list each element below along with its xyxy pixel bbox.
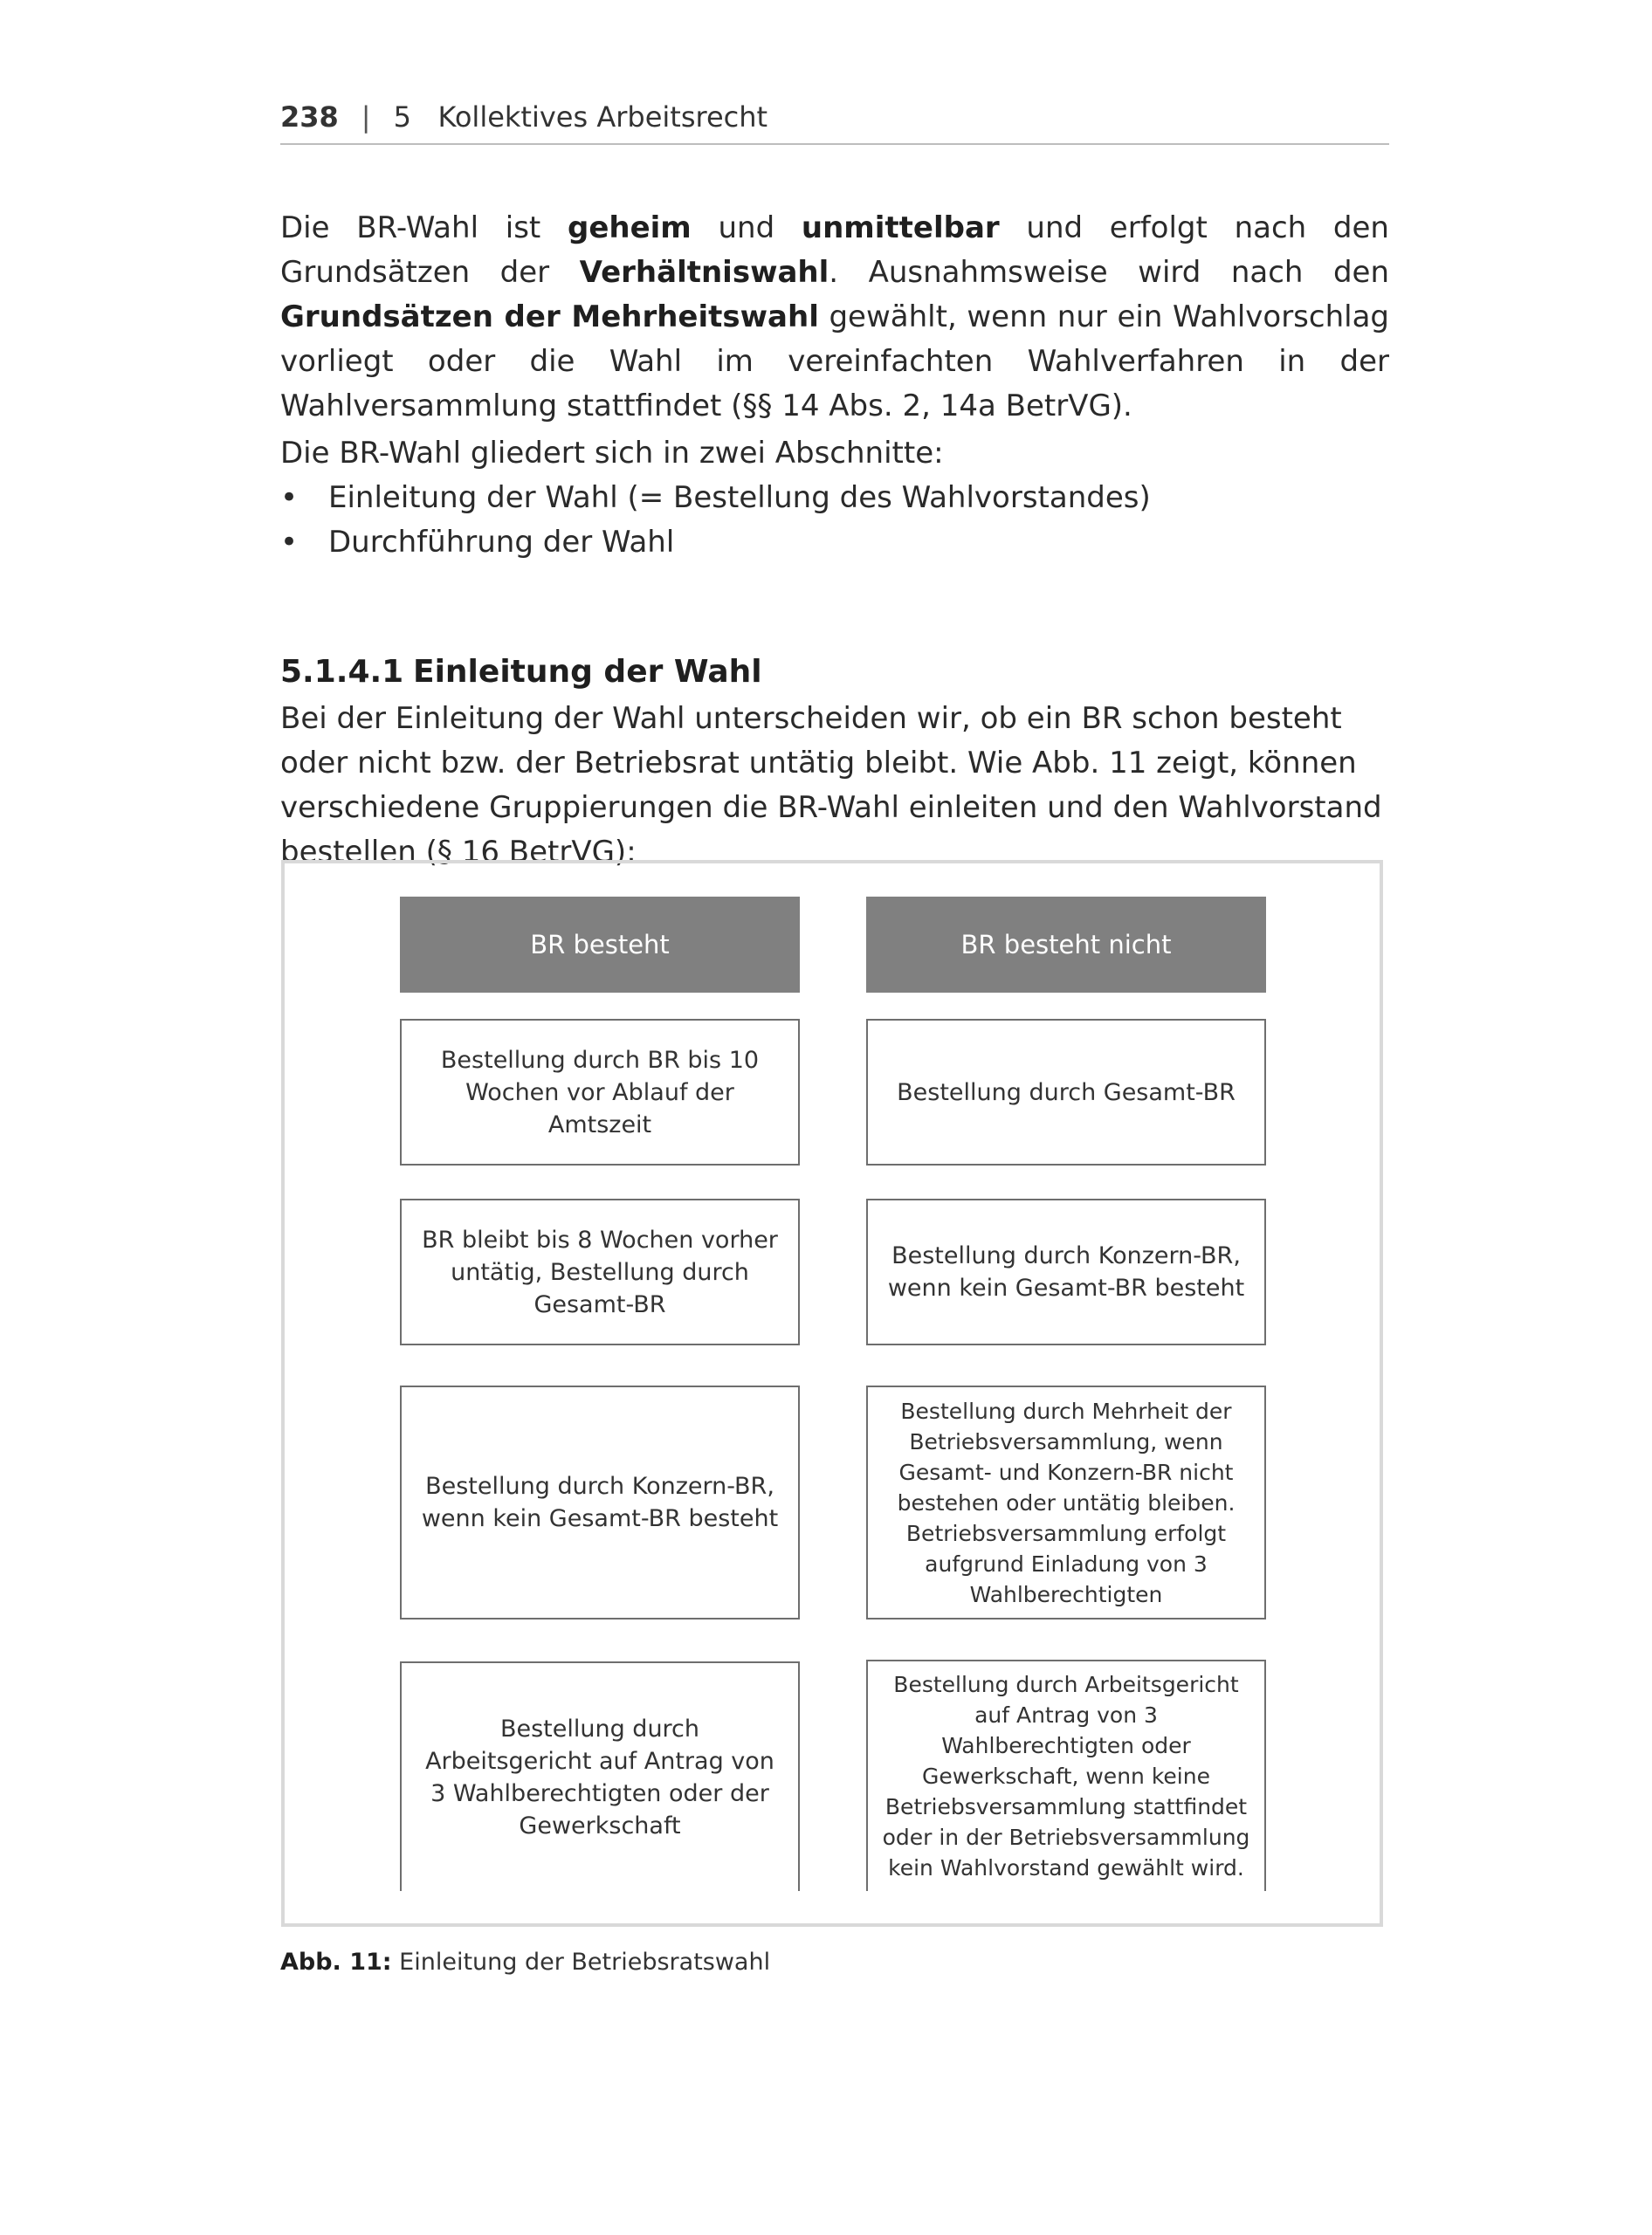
bold-term: Verhältniswahl — [579, 255, 829, 290]
box-right-1: Bestellung durch Gesamt-BR — [866, 1019, 1266, 1166]
box-right-2: Bestellung durch Konzern-BR, wenn kein Gesamt-BR besteht — [866, 1199, 1266, 1345]
bullet-item: • Durchführung der Wahl — [280, 520, 1389, 565]
paragraph-sections-intro: Die BR-Wahl gliedert sich in zwei Abschnitte: — [280, 436, 944, 471]
paragraph-introduction: Bei der Einleitung der Wahl unterscheiden wir, ob ein BR schon besteht oder nicht bzw. der Betriebsrat untätig bleibt. Wie Abb. 11 zeigt, können verschiedene Gruppierungen die BR-Wahl einleiten und den Wahlvorstand bestellen (§ 16 BetrVG): — [280, 701, 1382, 870]
running-head — [280, 94, 1389, 145]
page-number: 238 — [280, 100, 339, 134]
section-heading — [280, 650, 762, 694]
bold-term: unmittelbar — [801, 210, 1000, 245]
paragraph-election-principles — [280, 206, 1389, 429]
chapter-number: 5 — [393, 100, 411, 134]
bold-term: Grundsätzen der Mehrheitswahl — [280, 299, 819, 334]
text-run: Die BR-Wahl ist — [280, 210, 568, 245]
section-title: Einleitung der Wahl — [413, 654, 762, 690]
bullet-item: • Einleitung der Wahl (= Bestellung des Wahlvorstandes) — [280, 476, 1389, 520]
bullet-list — [280, 476, 1389, 565]
text-run: . Ausnahmsweise wird nach den — [829, 255, 1389, 290]
text-run: und — [691, 210, 802, 245]
box-left-4: Bestellung durch Arbeitsgericht auf Antrag von 3 Wahlberechtigten oder der Gewerkschaft — [400, 1661, 800, 1891]
figure-caption — [280, 1945, 770, 1980]
box-right-3: Bestellung durch Mehrheit der Betriebsversammlung, wenn Gesamt- und Konzern-BR nicht bestehen oder untätig bleiben. Betriebsversammlung erfolgt aufgrund Einladung von 3 Wahlberechtigten — [866, 1386, 1266, 1620]
chapter-title: Kollektives Arbeitsrecht — [437, 100, 768, 134]
box-left-3: Bestellung durch Konzern-BR, wenn kein Gesamt-BR besteht — [400, 1386, 800, 1620]
caption-label: Abb. 11: — [280, 1949, 392, 1976]
box-right-4: Bestellung durch Arbeitsgericht auf Antrag von 3 Wahlberechtigten oder Gewerkschaft, wenn keine Betriebsversammlung stattfindet oder in der Betriebsversammlung kein Wahlvorstand gewählt wird. — [866, 1660, 1266, 1891]
box-left-1: Bestellung durch BR bis 10 Wochen vor Ablauf der Amtszeit — [400, 1019, 800, 1166]
header-separator: | — [361, 100, 371, 134]
header-br-besteht: BR besteht — [400, 897, 800, 993]
text-run: gewählt, wenn nur ein Wahlvorschlag vorliegt oder die Wahl im vereinfachten Wahlverfahren in der Wahlversammlung stattfindet (§§ 14 Abs. 2, 14a BetrVG). — [280, 299, 1389, 423]
header-br-besteht-nicht: BR besteht nicht — [866, 897, 1266, 993]
caption-text: Einleitung der Betriebsratswahl — [391, 1949, 771, 1976]
section-number: 5.1.4.1 — [280, 654, 404, 690]
text-run: und erfolgt nach den Grundsätzen der — [280, 210, 1389, 290]
bold-term: geheim — [567, 210, 692, 245]
box-left-2: BR bleibt bis 8 Wochen vorher untätig, Bestellung durch Gesamt-BR — [400, 1199, 800, 1345]
